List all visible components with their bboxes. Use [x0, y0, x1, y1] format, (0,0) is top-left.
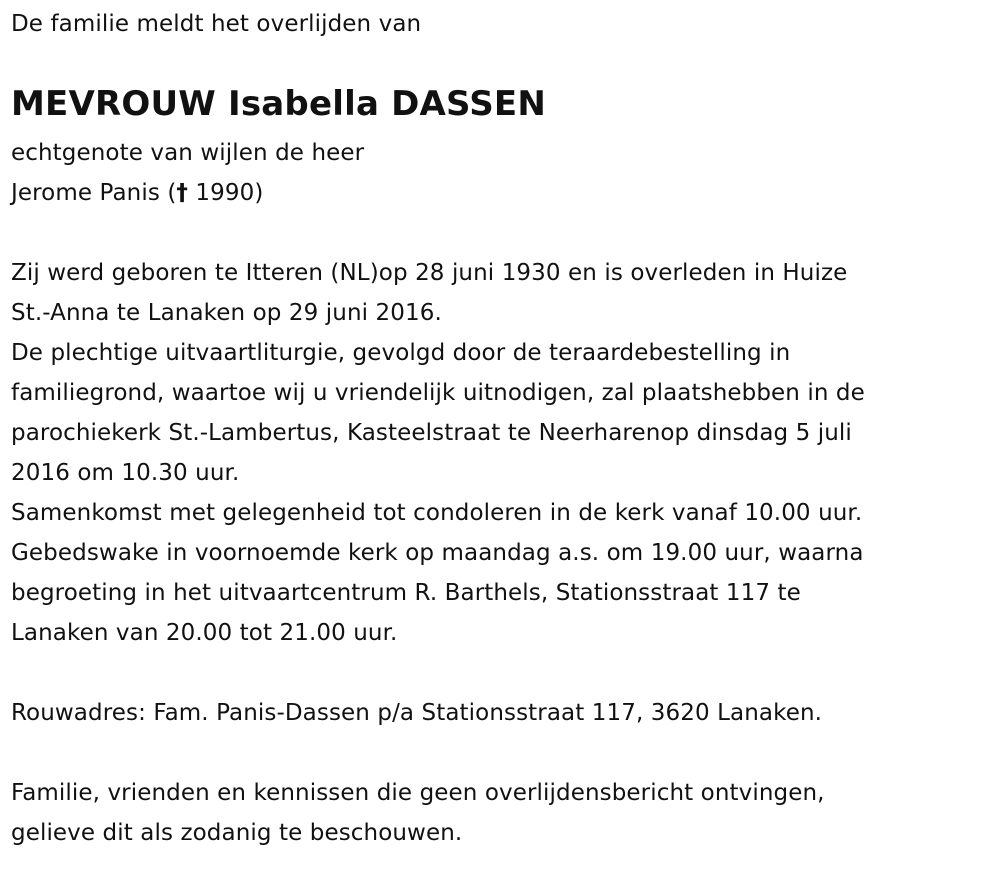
details-line: familiegrond, waartoe wij u vriendelijk uitnodigen, zal plaatshebben in de	[11, 380, 865, 406]
spouse-name: Jerome Panis (	[11, 180, 177, 206]
cross-icon: †	[176, 180, 188, 206]
spouse-block	[11, 133, 364, 213]
spouse-line: echtgenote van wijlen de heer	[11, 140, 365, 166]
deceased-name: MEVROUW Isabella DASSEN	[11, 84, 546, 124]
intro-text: De familie meldt het overlijden van	[11, 11, 422, 37]
funeral-details	[11, 253, 865, 653]
details-line: parochiekerk St.-Lambertus, Kasteelstraat te Neerharenop dinsdag 5 juli	[11, 420, 852, 446]
details-line: begroeting in het uitvaartcentrum R. Barthels, Stationsstraat 117 te	[11, 580, 801, 606]
details-line: Gebedswake in voornoemde kerk op maandag a.s. om 19.00 uur, waarna	[11, 540, 864, 566]
closing-notice	[11, 773, 825, 853]
notice-line: Familie, vrienden en kennissen die geen overlijdensbericht ontvingen,	[11, 780, 825, 806]
details-line: Lanaken van 20.00 tot 21.00 uur.	[11, 620, 398, 646]
notice-line: gelieve dit als zodanig te beschouwen.	[11, 820, 463, 846]
mourning-address: Rouwadres: Fam. Panis-Dassen p/a Stationsstraat 117, 3620 Lanaken.	[11, 700, 823, 726]
details-line: De plechtige uitvaartliturgie, gevolgd door de teraardebestelling in	[11, 340, 791, 366]
details-line: St.-Anna te Lanaken op 29 juni 2016.	[11, 300, 442, 326]
details-line: Samenkomst met gelegenheid tot condoleren in de kerk vanaf 10.00 uur.	[11, 500, 863, 526]
details-line: 2016 om 10.30 uur.	[11, 460, 240, 486]
details-line: Zij werd geboren te Itteren (NL)op 28 juni 1930 en is overleden in Huize	[11, 260, 848, 286]
spouse-death-year: 1990)	[188, 180, 264, 206]
spouse-name-line	[11, 173, 364, 213]
